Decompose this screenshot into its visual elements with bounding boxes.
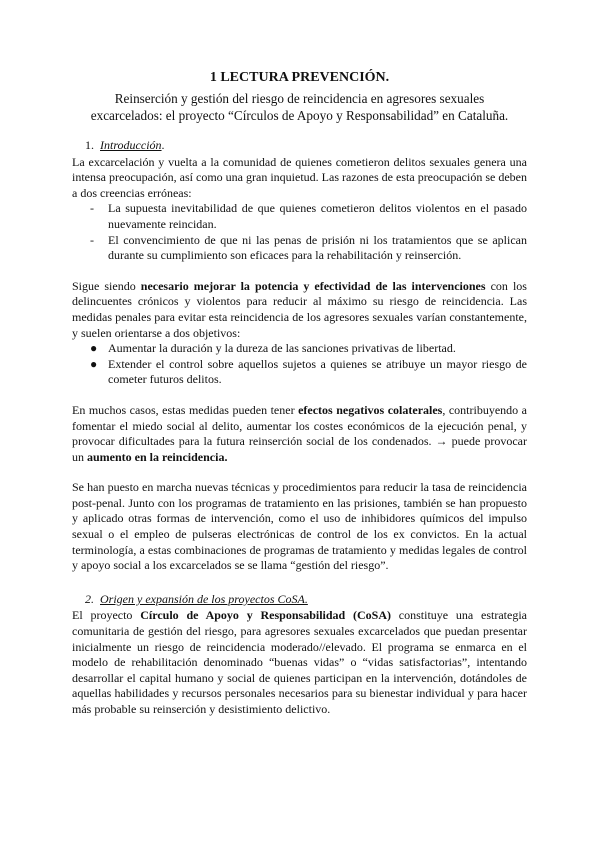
- list-item: - La supuesta inevitabilidad de que quienes cometieron delitos violentos en el pasado nuevamente reincidan.: [90, 201, 527, 231]
- section-1-title: Introducción: [100, 138, 162, 152]
- section-2-title: Origen y expansión de los proyectos CoSA.: [100, 591, 308, 606]
- dot-bullet: ●: [90, 341, 98, 356]
- document-subtitle: [72, 90, 527, 124]
- list-item: - El convencimiento de que ni las penas de prisión ni los tratamientos que se aplican durante su cumplimiento son eficaces para la rehabilitación y reinserción.: [90, 232, 527, 263]
- dash-bullet: -: [90, 232, 94, 247]
- section-2-number: 2.: [85, 591, 94, 606]
- section-1-number: 1.: [85, 138, 94, 152]
- dot-bullet: ●: [90, 356, 98, 371]
- section-1-title-dot: .: [161, 138, 165, 152]
- cosa-paragraph: El proyecto Círculo de Apoyo y Responsabilidad (CoSA) constituye una estrategia comunitaria de gestión del riesgo, para agresores sexuales excarcelados que puedan presentar inicialmente un riesgo de reincidencia moderado//elevado. El programa se enmarca en el modelo de rehabilitación denominado “buenas vidas” o “vidas satisfactorias”, intentando desarrollar el capital humano y social de quienes participan en la intervención, dotándoles de aquellas habilidades y recursos personales necesarios para su bienestar individual y para hacer más probable su reinserción y desistimiento delictivo.: [72, 608, 528, 716]
- document-page: [72, 70, 527, 718]
- risk-management-paragraph: Se han puesto en marcha nuevas técnicas y procedimientos para reducir la tasa de reincidencia post-penal. Junto con los programas de tratamiento en las prisiones, también se han propuesto y aplicado otras formas de intervención, como el uso de inhibidores químicos del impulso sexual o el empleo de pulseras electrónicas de control de los ex convictos. En la actual terminología, a estas combinaciones de programas de tratamiento y medidas legales de control y apoyo social a los excarcelados se se llama “gestión del riesgo”.: [72, 480, 527, 573]
- section-2-heading: [72, 592, 527, 608]
- beliefs-list: [72, 201, 527, 263]
- side-effects-paragraph: En muchos casos, estas medidas pueden tener efectos negativos colaterales, contribuyendo a fomentar el miedo social al delito, aumentar los costes económicos de la ejecución penal, y provocar dificultades para la futura reinserción social de los condenados. → puede provocar un aumento en la reincidencia.: [72, 402, 527, 464]
- list-item: ● Aumentar la duración y la dureza de las sanciones privativas de libertad.: [90, 341, 456, 356]
- subtitle-line-2: excarcelados: el proyecto “Círculos de Apoyo y Responsabilidad” en Cataluña.: [90, 108, 509, 123]
- interventions-paragraph: Sigue siendo necesario mejorar la potencia y efectividad de las intervenciones con los delincuentes crónicos y violentos para reducir al máximo su riesgo de reincidencia. Las medidas penales para evitar esta reincidencia de los agresores sexuales varían constantemente, y suelen orientarse a dos objetivos:: [72, 278, 527, 340]
- list-item: ● Extender el control sobre aquellos sujetos a quienes se atribuye un mayor riesgo de cometer futuros delitos.: [90, 356, 527, 387]
- objectives-list: [72, 341, 527, 388]
- document-title: 1 LECTURA PREVENCIÓN.: [209, 70, 390, 85]
- section-1-heading: [72, 138, 527, 154]
- dash-bullet: -: [90, 201, 94, 216]
- subtitle-line-1: Reinserción y gestión del riesgo de reincidencia en agresores sexuales: [114, 91, 485, 106]
- intro-paragraph: La excarcelación y vuelta a la comunidad de quienes cometieron delitos sexuales genera una intensa preocupación, así como una gran inquietud. Las razones de esta preocupación se deben a dos creencias erróneas:: [72, 154, 527, 200]
